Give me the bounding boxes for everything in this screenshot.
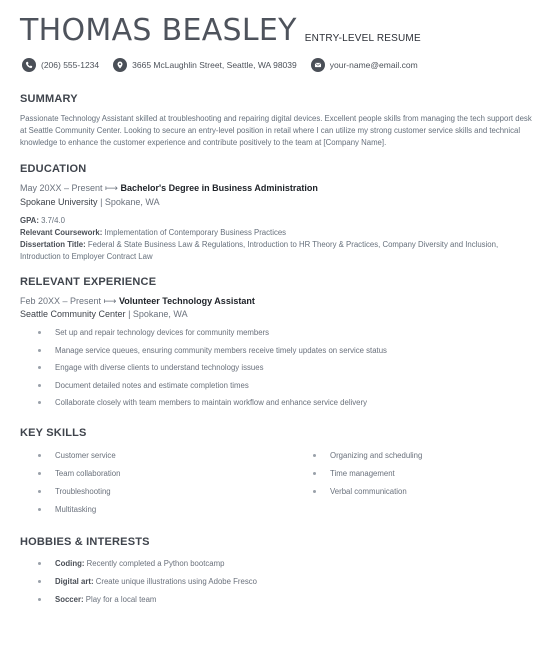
hobbies-list [38, 558, 257, 612]
resume-subtitle: ENTRY-LEVEL RESUME [304, 33, 421, 44]
list-item: Engage with diverse clients to understand technology issues [38, 362, 387, 380]
email-icon [311, 58, 325, 72]
location-pin-icon [113, 58, 127, 72]
list-item: Verbal communication [313, 486, 422, 504]
list-item: Manage service queues, ensuring community members receive timely updates on service status [38, 345, 387, 363]
summary-text: Passionate Technology Assistant skilled at troubleshooting and repairing digital devices. Excellent people skills from managing the tech support desk at Seattle Community Center. Looking to secure an entry-level position in retail where I can utilize my strong customer service skills and technical knowledge to enhance the customer experience and contribute positively to the team at [Company Name]. [20, 114, 532, 147]
role-title: Volunteer Technology Assistant [118, 296, 255, 306]
phone-icon [22, 58, 36, 72]
gpa-label: GPA: [20, 216, 39, 225]
list-item: Document detailed notes and estimate completion times [38, 380, 387, 398]
list-item: Troubleshooting [38, 486, 120, 504]
coursework-label: Relevant Coursework: [20, 228, 103, 237]
summary-heading: SUMMARY [20, 93, 78, 105]
gpa-value: 3.7/4.0 [41, 216, 65, 225]
email-link[interactable]: your-name@email.com [329, 60, 418, 70]
skills-right-column [313, 450, 422, 504]
school-name: Spokane University [20, 197, 98, 207]
list-item: Collaborate closely with team members to maintain workflow and enhance service delivery [38, 397, 387, 415]
list-item: Organizing and scheduling [313, 450, 422, 468]
school-line: Spokane University | Spokane, WA [20, 197, 160, 207]
dissertation-value: Federal & State Business Law & Regulations, Introduction to HR Theory & Practices, Company Diversity and Inclusion, Introduction to Employer Contract Law [20, 240, 499, 261]
degree-title: Bachelor's Degree in Business Administration [120, 183, 318, 193]
skills-heading: KEY SKILLS [20, 427, 87, 439]
education-heading: EDUCATION [20, 163, 87, 175]
coursework-line [20, 227, 540, 239]
contact-bar [22, 58, 432, 72]
org-line: Seattle Community Center | Spokane, WA [20, 309, 188, 319]
list-item: Multitasking [38, 504, 120, 522]
contact-email [311, 58, 418, 72]
coursework-value: Implementation of Contemporary Business Practices [104, 228, 287, 237]
school-location: Spokane, WA [104, 197, 160, 207]
contact-address [113, 58, 297, 72]
list-item: Set up and repair technology devices for community members [38, 327, 387, 345]
list-item: Customer service [38, 450, 120, 468]
list-item: Coding: Recently completed a Python bootcamp [38, 558, 257, 576]
contact-phone [22, 58, 99, 72]
experience-bullets [38, 327, 387, 415]
list-item: Soccer: Play for a local team [38, 594, 257, 612]
org-name: Seattle Community Center [20, 309, 126, 319]
dissertation-label: Dissertation Title: [20, 240, 86, 249]
experience-heading: RELEVANT EXPERIENCE [20, 276, 157, 288]
list-item: Digital art: Create unique illustrations using Adobe Fresco [38, 576, 257, 594]
phone-text: (206) 555-1234 [41, 60, 100, 70]
header [20, 12, 421, 50]
list-item: Team collaboration [38, 468, 120, 486]
experience-dates-line [20, 296, 255, 307]
education-dates: May 20XX – Present ⟼ [20, 183, 118, 193]
gpa-line [20, 215, 540, 227]
hobbies-heading: HOBBIES & INTERESTS [20, 536, 150, 548]
education-dates-line [20, 183, 318, 194]
address-text: 3665 McLaughlin Street, Seattle, WA 98039 [132, 60, 297, 70]
skills-left-column [38, 450, 120, 522]
dissertation-line [20, 239, 540, 263]
experience-dates: Feb 20XX – Present ⟼ [20, 296, 117, 306]
org-location: Spokane, WA [132, 309, 188, 319]
list-item: Time management [313, 468, 422, 486]
candidate-name: THOMAS BEASLEY [20, 13, 297, 48]
